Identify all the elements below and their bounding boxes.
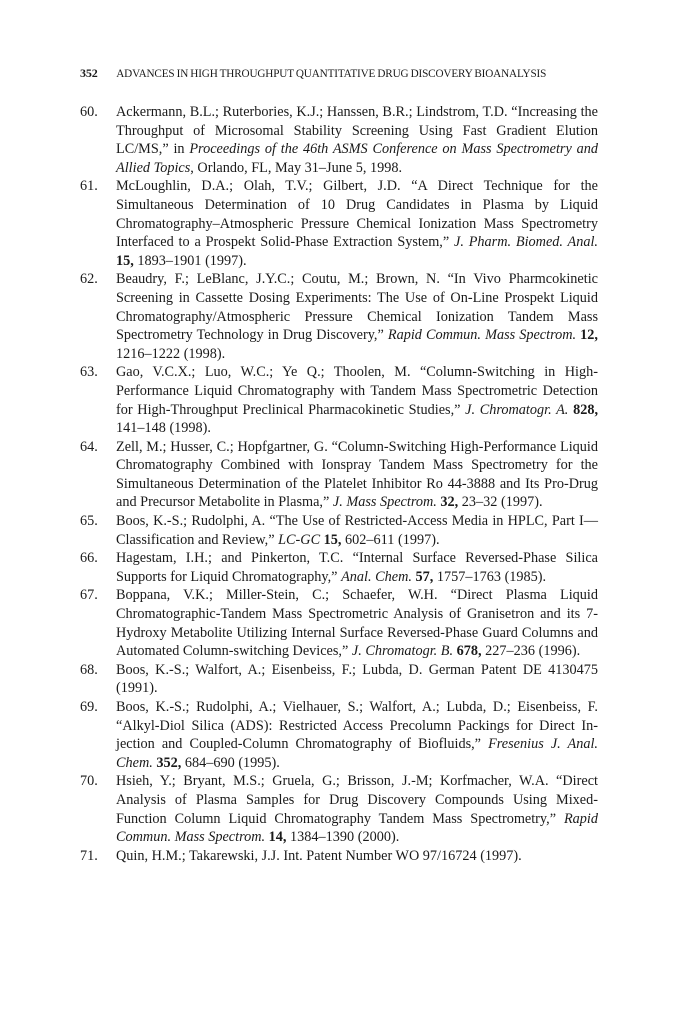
reference-entry — [80, 177, 598, 270]
reference-text — [116, 270, 598, 363]
reference-number: 65. — [80, 513, 98, 530]
reference-number: 70. — [80, 773, 98, 790]
reference-text — [116, 772, 598, 846]
reference-segment: 602–611 (1997). — [341, 531, 440, 548]
reference-number: 63. — [80, 364, 98, 381]
reference-source: J. Pharm. Biomed. Anal. — [454, 234, 598, 251]
reference-number: 67. — [80, 587, 98, 604]
reference-source: Anal. Chem. — [341, 568, 412, 585]
reference-volume: 12, — [580, 327, 598, 344]
reference-entry — [80, 847, 598, 866]
reference-list — [80, 103, 598, 865]
reference-source: J. Chromatogr. A. — [465, 401, 569, 418]
running-title: ADVANCES IN HIGH THROUGHPUT QUANTITATIVE DRUG DISCOVERY BIOANALYSIS — [116, 68, 547, 80]
reference-segment: Boos, K.-S.; Walfort, A.; Eisenbeiss, F.; Lubda, D. German Patent DE 4130475 (1991). — [116, 661, 598, 697]
reference-text — [116, 177, 598, 270]
reference-source: LC-GC — [278, 531, 321, 548]
reference-volume: 352, — [156, 754, 182, 771]
reference-number: 61. — [80, 178, 98, 195]
reference-segment: Boos, K.-S.; Rudolphi, A.; Vielhauer, S.; Walfort, A.; Lubda, D.; Eisenbeiss, F. “Alkyl-Diol Silica (ADS): Restricted Access Precolumn Packings for Direct Injection and Coupled-Column Chromatography of Biofluids,” — [116, 699, 598, 753]
reference-segment: 1757–1763 (1985). — [433, 568, 547, 585]
reference-entry — [80, 103, 598, 177]
reference-number: 64. — [80, 438, 98, 455]
reference-entry — [80, 772, 598, 846]
reference-segment: Quin, H.M.; Takarewski, J.J. Int. Patent Number WO 97/16724 (1997). — [116, 847, 522, 864]
reference-source: J. Mass Spectrom. — [332, 494, 437, 511]
reference-segment: 684–690 (1995). — [181, 754, 280, 771]
reference-segment: Hagestam, I.H.; and Pinkerton, T.C. “Internal Surface Reversed-Phase Silica Supports for Liquid Chromatography,” — [116, 550, 598, 585]
reference-volume: 828, — [573, 401, 599, 418]
reference-number: 68. — [80, 661, 98, 678]
reference-volume: 678, — [456, 643, 482, 660]
reference-number: 66. — [80, 550, 98, 567]
reference-segment: McLoughlin, D.A.; Olah, T.V.; Gilbert, J.D. “A Direct Technique for the Simultaneous Determination of 10 Drug Candidates in Plasma by Liquid Chromatography–Atmospheric Pressure Chemical Ionization Mass Spectrometry Interfaced to a Prospekt Solid-Phase Extraction System,” — [116, 178, 598, 251]
reference-segment: 141–148 (1998). — [116, 420, 211, 437]
reference-text — [116, 698, 598, 772]
reference-segment: 1384–1390 (2000). — [286, 829, 400, 846]
reference-entry — [80, 270, 598, 363]
reference-number: 62. — [80, 271, 98, 288]
reference-segment: 1893–1901 (1997). — [133, 252, 247, 269]
reference-number: 71. — [80, 847, 98, 864]
reference-volume: 15, — [116, 252, 134, 269]
reference-entry — [80, 438, 598, 512]
reference-volume: 57, — [415, 568, 434, 585]
reference-segment: Gao, V.C.X.; Luo, W.C.; Ye Q.; Thoolen, M. “Column-Switching in High-Performance Liquid Chromatography with Tandem Mass Spectrometric Detection for High-Throughput Preclinical Pharmacokinetic Studies,” — [116, 364, 598, 418]
reference-text — [116, 586, 598, 660]
reference-entry — [80, 363, 598, 437]
reference-source: J. Chromatogr. B. — [351, 643, 454, 660]
reference-text — [116, 103, 598, 177]
reference-source: Rapid Commun. Mass Spectrom. — [116, 810, 598, 846]
reference-volume: 32, — [440, 494, 459, 511]
reference-text — [116, 847, 598, 866]
reference-entry — [80, 512, 598, 549]
reference-source: Proceedings of the 46th ASMS Conference on Mass Spectrometry and Allied Topics — [116, 141, 598, 176]
reference-source: Fresenius J. Anal. Chem. — [116, 736, 598, 771]
reference-segment: 1216–1222 (1998). — [116, 345, 226, 362]
reference-entry — [80, 549, 598, 586]
reference-text — [116, 363, 598, 437]
reference-segment: Beaudry, F.; LeBlanc, J.Y.C.; Coutu, M.; Brown, N. “In Vivo Pharmcokinetic Screening in Cassette Dosing Experiments: The Use of On-Line Prospekt Liquid Chromatography/Atmospheric Pressure Chemical Ionization Tandem Mass Spectrometry Technology in Drug Discovery,” — [116, 271, 598, 344]
reference-entry — [80, 586, 598, 660]
reference-segment: Ackermann, B.L.; Ruterbories, K.J.; Hanssen, B.R.; Lindstrom, T.D. “Increasing the Throughput of Microsomal Stability Screening Using Fast Gradient Elution LC/MS,” in — [116, 104, 598, 158]
reference-entry — [80, 698, 598, 772]
reference-text — [116, 661, 598, 698]
reference-segment: Hsieh, Y.; Bryant, M.S.; Gruela, G.; Brisson, J.-M; Korfmacher, W.A. “Direct Analysis of Plasma Samples for Drug Discovery Compounds Using Mixed-Function Column Liquid Chromatography Tandem Mass Spectrometry,” — [116, 773, 598, 827]
reference-segment: , Orlando, FL, May 31–June 5, 1998. — [190, 159, 403, 176]
reference-text — [116, 512, 598, 549]
reference-volume: 14, — [268, 829, 287, 846]
reference-segment: Boppana, V.K.; Miller-Stein, C.; Schaefer, W.H. “Direct Plasma Liquid Chromatographic-Tandem Mass Spectrometric Analysis of Granisetron and its 7-Hydroxy Metabolite Utilizing Internal Surface Reversed-Phase Guard Columns and Automated Column-switching Devices,” — [116, 587, 598, 660]
reference-segment: Zell, M.; Husser, C.; Hopfgartner, G. “Column-Switching High-Performance Liquid Chromatography Combined with Ionspray Tandem Mass Spectrometry for the Simultaneous Determination of the Platelet Inhibitor Ro 44-3888 and Its Pro-Drug and Precursor Metabolite in Plasma,” — [116, 438, 598, 511]
reference-number: 60. — [80, 104, 98, 120]
reference-text — [116, 549, 598, 586]
reference-number: 69. — [80, 699, 98, 715]
reference-source: Rapid Commun. Mass Spectrom. — [387, 327, 577, 344]
reference-entry — [80, 661, 598, 698]
reference-segment: 227–236 (1996). — [481, 643, 581, 660]
reference-text — [116, 438, 598, 512]
running-header — [80, 66, 600, 84]
reference-volume: 15, — [323, 531, 342, 548]
reference-segment: Boos, K.-S.; Rudolphi, A. “The Use of Restricted-Access Media in HPLC, Part I—Classification and Review,” — [116, 513, 598, 548]
page-number: 352 — [80, 66, 98, 80]
reference-segment: 23–32 (1997). — [458, 494, 543, 511]
